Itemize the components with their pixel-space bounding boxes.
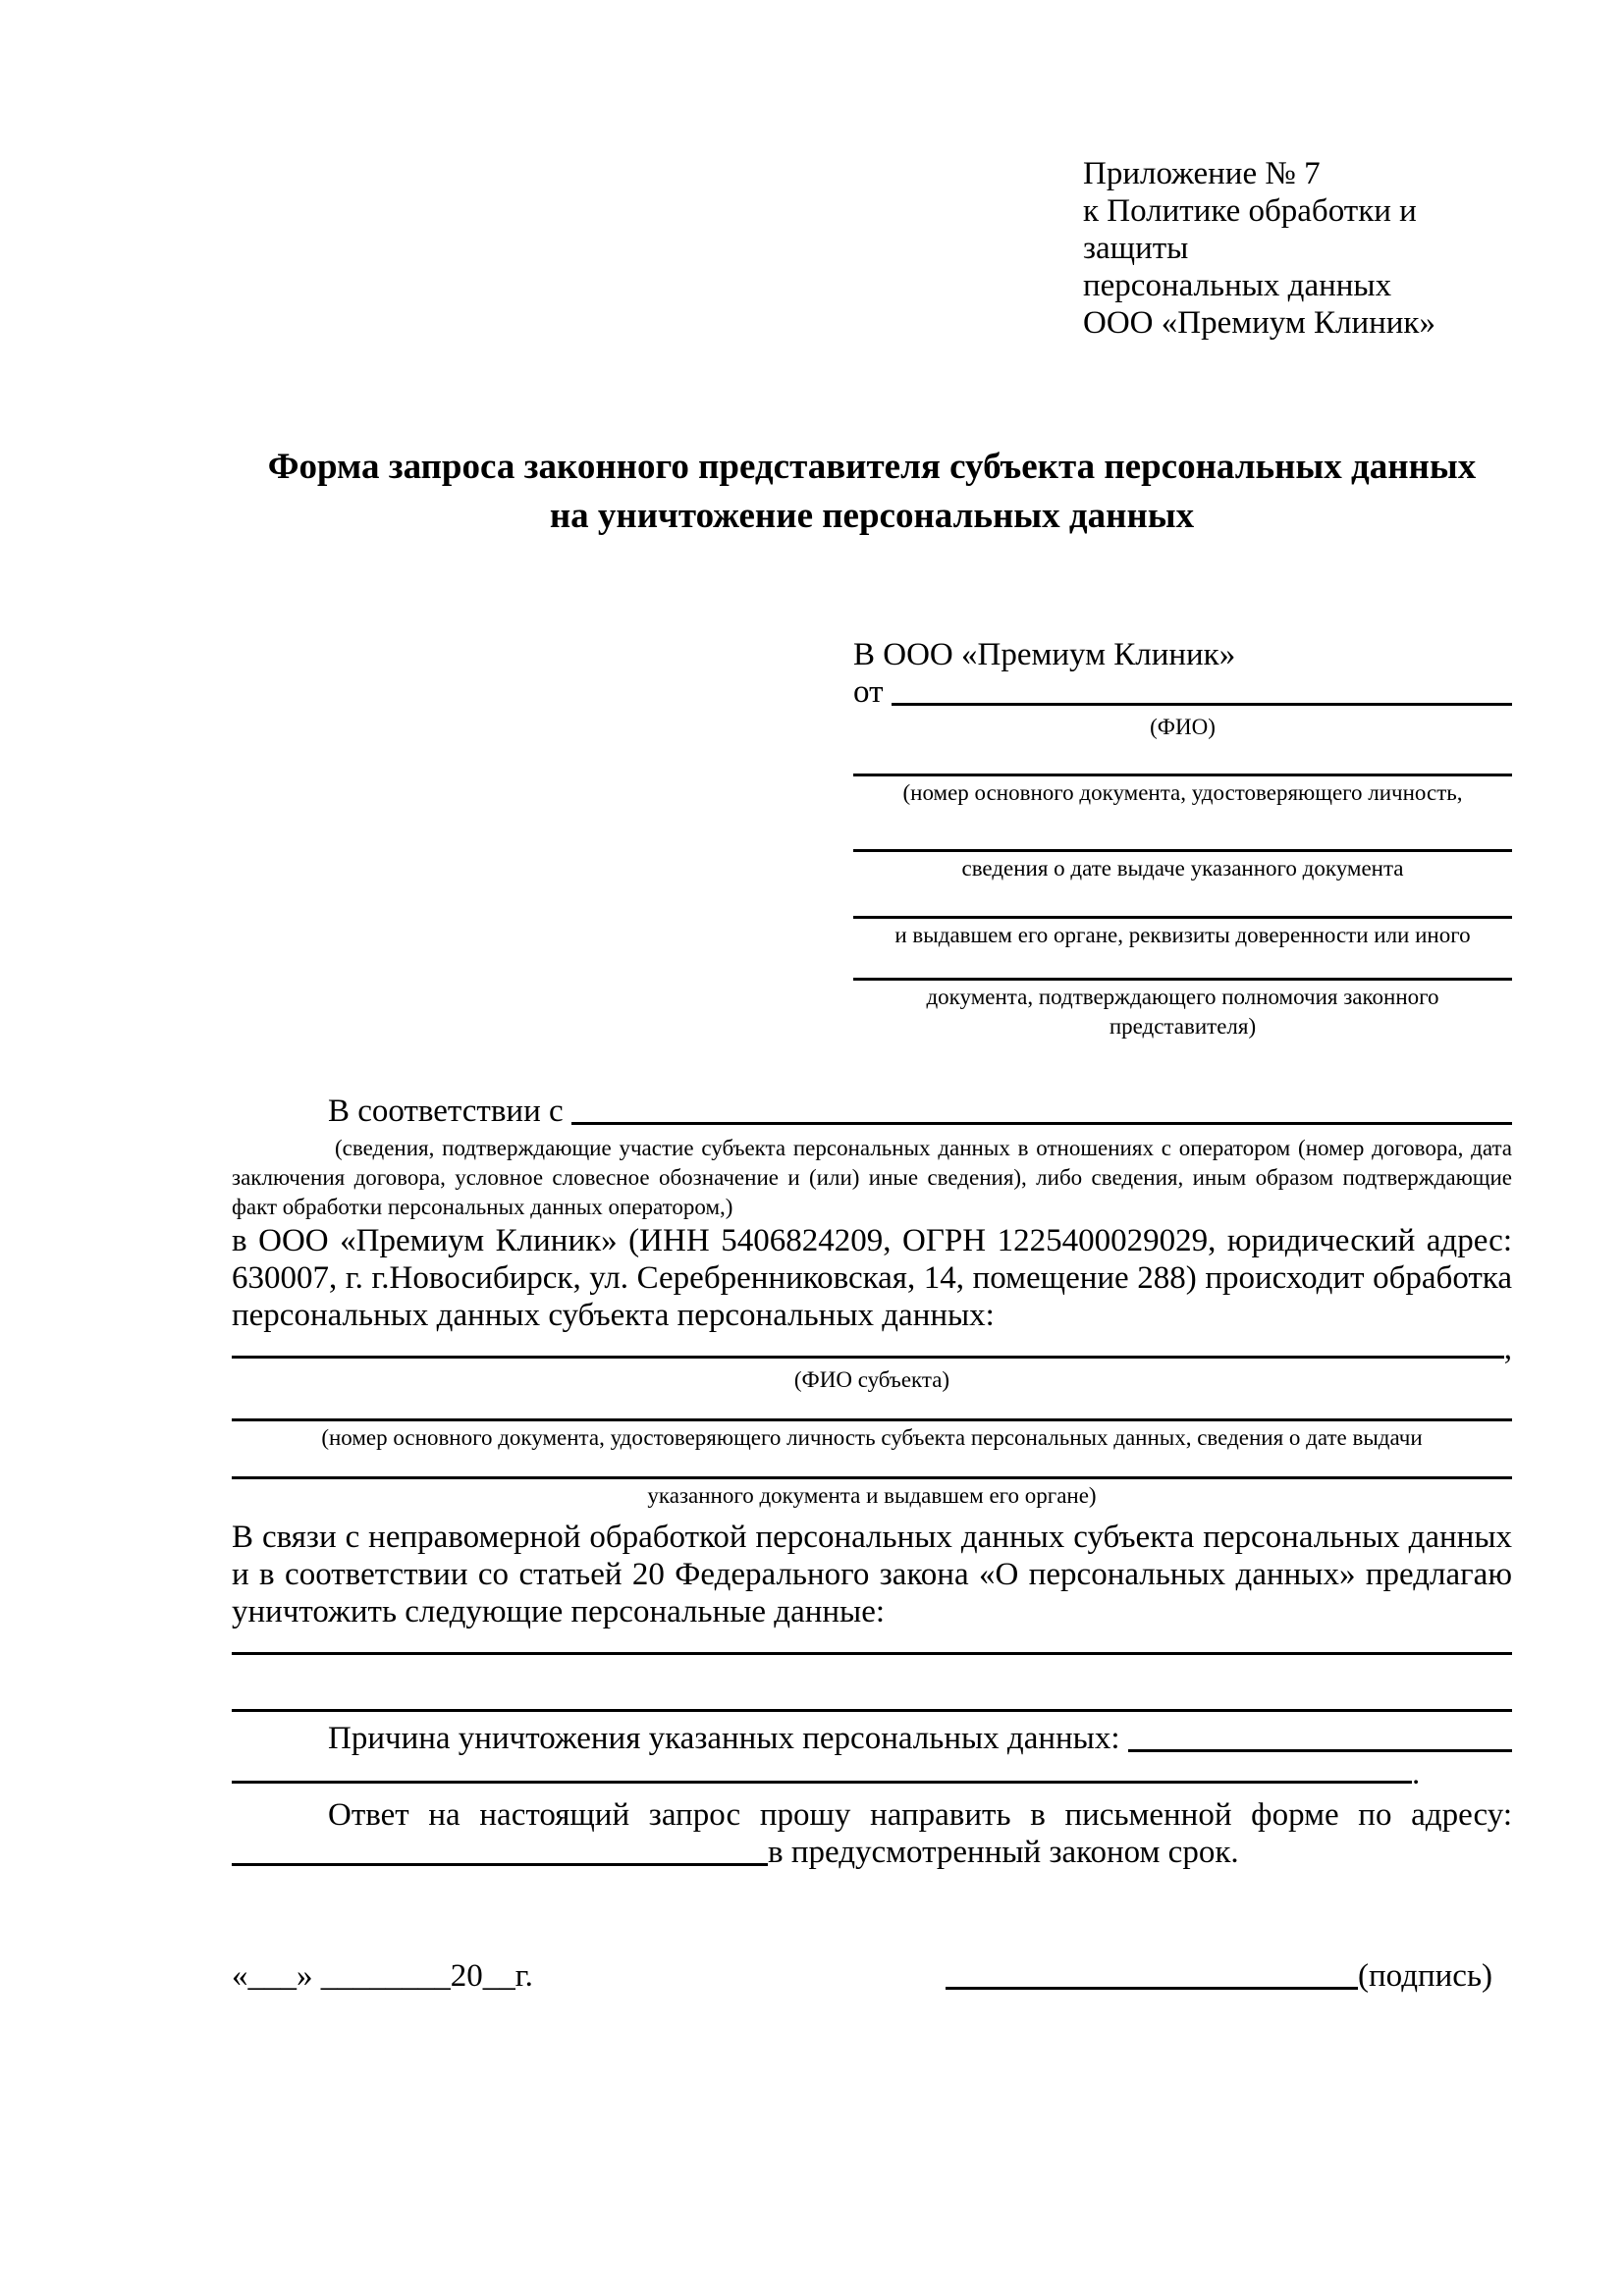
signature-caption: (подпись) [1358, 1958, 1492, 1994]
appendix-header [1083, 155, 1512, 342]
subject-fio-field [232, 1331, 1512, 1366]
reason-field-continued [232, 1756, 1512, 1791]
addressee-org: В ООО «Премиум Клиник» [853, 637, 1236, 672]
fill-line [853, 916, 1512, 919]
fill-line [571, 1122, 1512, 1125]
fill-line [232, 1781, 1412, 1784]
reply-address-field [232, 1834, 1512, 1871]
doc-number-caption: (номер основного документа, удостоверяющего личность, [902, 780, 1463, 805]
form-title [232, 443, 1512, 541]
doc-issuer-caption: и выдавшем его органе, реквизиты доверенности или иного [894, 923, 1471, 947]
date-field: «___» ________20__г. [232, 1958, 533, 1994]
proxy-doc-caption: документа, подтверждающего полномочия законного представителя) [926, 985, 1439, 1039]
fill-line [946, 1987, 1358, 1990]
subject-doc-caption-1: (номер основного документа, удостоверяющего личность субъекта персональных данных, сведения о дате выдачи [321, 1425, 1423, 1450]
fill-line [853, 849, 1512, 852]
footer-row [232, 1957, 1512, 1995]
comma: , [1503, 1331, 1512, 1366]
reply-tail-text: в предусмотренный законом срок. [768, 1835, 1239, 1870]
legal-basis-note: (сведения, подтверждающие участие субъекта персональных данных в отношениях с оператором (номер договора, дата заключения договора, условное словесное обозначение и (или) иные сведения), либо сведения, иным образом подтверждающие факт обработки персональных данных оператором,) [232, 1136, 1512, 1219]
legal-basis-lead: В соответствии с [328, 1094, 571, 1129]
signature-field [946, 1957, 1492, 1995]
appendix-line: Приложение № 7 [1083, 156, 1321, 191]
appendix-line: к Политике обработки и защиты [1083, 193, 1417, 266]
data-to-destroy-field [232, 1652, 1512, 1655]
appendix-line: ООО «Премиум Клиник» [1083, 305, 1435, 341]
fio-caption: (ФИО) [1150, 715, 1216, 739]
fill-line [232, 1863, 768, 1866]
legal-basis-field [232, 1093, 1512, 1130]
fill-line [232, 1418, 1512, 1421]
appendix-line: персональных данных [1083, 268, 1392, 303]
period: . [1412, 1756, 1421, 1791]
fill-line [1128, 1749, 1512, 1752]
from-field [853, 673, 1512, 711]
data-to-destroy-field [232, 1709, 1512, 1712]
from-label: от [853, 674, 892, 710]
reason-lead: Причина уничтожения указанных персональных данных: [328, 1721, 1128, 1756]
fill-line [232, 1356, 1504, 1359]
operator-info-paragraph: в ООО «Премиум Клиник» (ИНН 5406824209, ОГРН 1225400029029, юридический адрес: 630007, г. г.Новосибирск, ул. Серебренниковская, 14, помещение 288) происходит обработка персональных данных субъекта персональных данных: [232, 1223, 1512, 1333]
addressee-block [853, 636, 1512, 1041]
form-title-line1: Форма запроса законного представителя субъекта персональных данных [267, 447, 1477, 487]
fill-line [892, 703, 1512, 706]
fill-line [232, 1476, 1512, 1479]
reply-address-paragraph: Ответ на настоящий запрос прошу направить в письменной форме по адресу: [328, 1797, 1512, 1833]
reason-field [232, 1720, 1512, 1757]
fill-line [853, 978, 1512, 981]
destruction-request-paragraph: В связи с неправомерной обработкой персональных данных субъекта персональных данных и в соответствии со статьей 20 Федерального закона «О персональных данных» предлагаю уничтожить следующие персональные данные: [232, 1520, 1512, 1629]
fill-line [853, 774, 1512, 776]
doc-issue-date-caption: сведения о дате выдаче указанного документа [961, 856, 1404, 881]
subject-fio-caption: (ФИО субъекта) [793, 1367, 950, 1392]
form-title-line2: на уничтожение персональных данных [549, 496, 1195, 536]
subject-doc-caption-2: указанного документа и выдавшем его органе) [647, 1483, 1097, 1508]
